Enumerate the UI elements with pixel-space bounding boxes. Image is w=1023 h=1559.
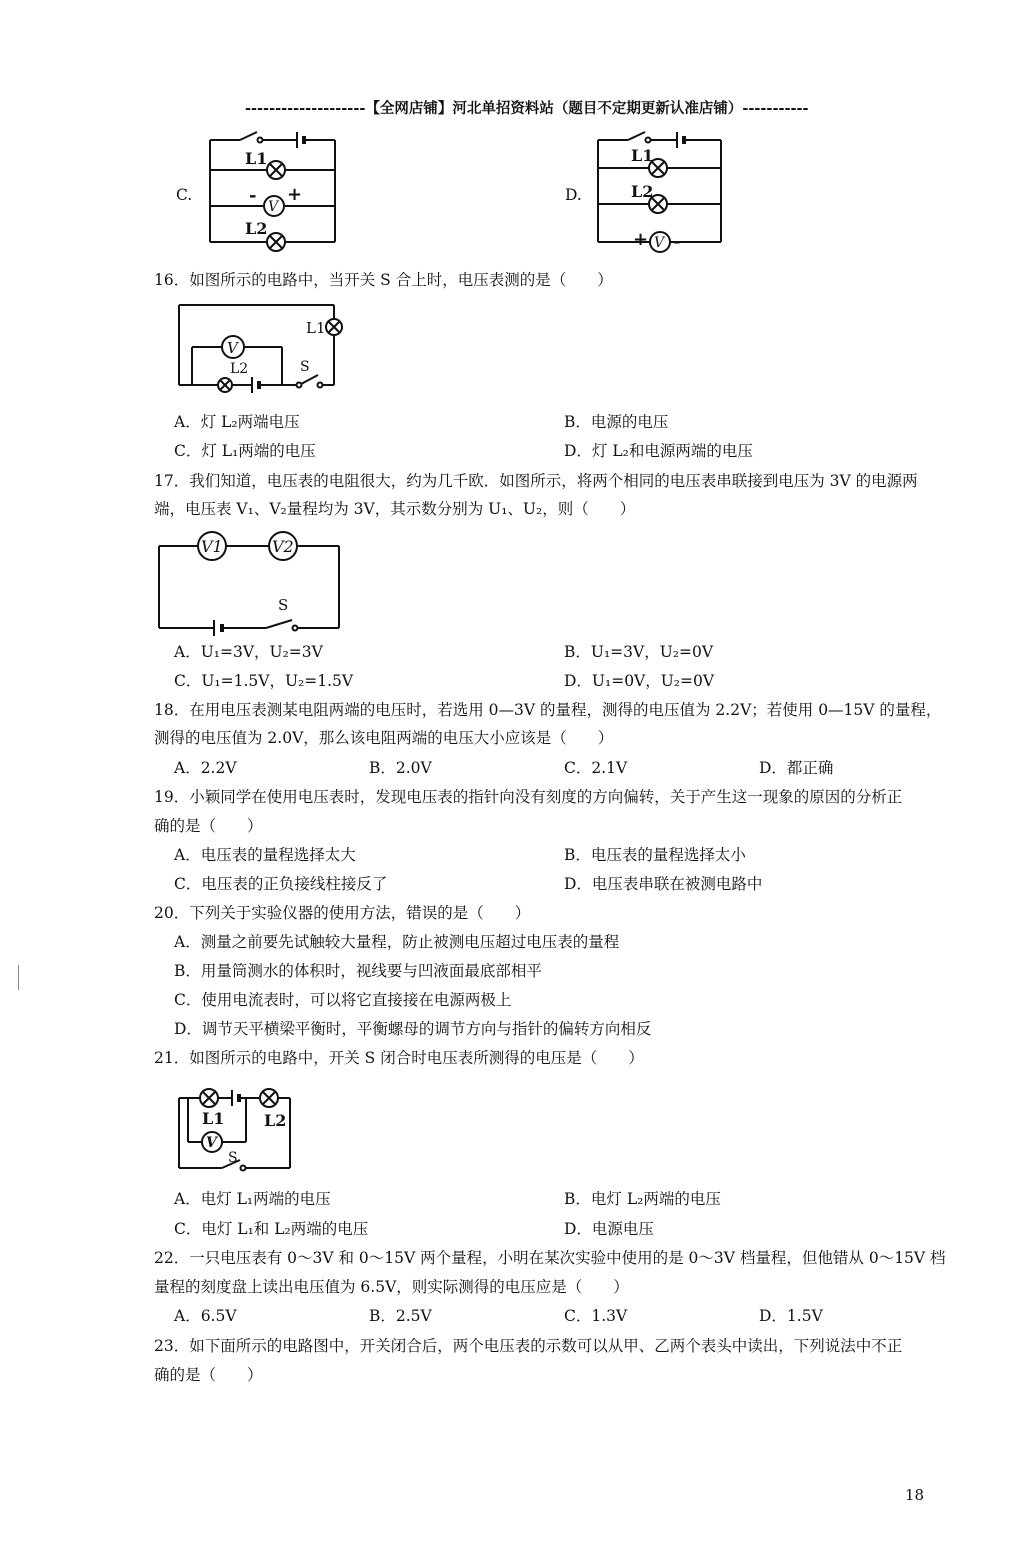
q21-l2-label: L2 <box>264 1111 287 1130</box>
q16-l1-label: L1 <box>306 319 326 337</box>
q19-option-c: C．电压表的正负接线柱接反了 <box>174 875 388 893</box>
fig15-option-c-label: C. <box>176 186 193 204</box>
q21-option-d: D．电源电压 <box>564 1220 654 1238</box>
q17-switch-label: S <box>278 596 289 614</box>
q22-stem-line2: 量程的刻度盘上读出电压值为 6.5V，则实际测得的电压应是（ ） <box>154 1278 629 1296</box>
fig15c-plus-label: + <box>287 184 303 205</box>
fig15d-minus-label: - <box>673 231 681 252</box>
q17-v1-label: V1 <box>201 537 223 556</box>
fig15-circuit-c <box>205 130 345 250</box>
q17-v2-label: V2 <box>272 537 294 556</box>
q21-stem: 21．如图所示的电路中，开关 S 闭合时电压表所测得的电压是（ ） <box>154 1049 644 1067</box>
page-number: 18 <box>905 1486 925 1504</box>
q20-option-b: B．用量筒测水的体积时，视线要与凹液面最底部相平 <box>174 962 542 980</box>
q16-option-a: A．灯 L₂两端电压 <box>174 413 300 431</box>
q18-option-c: C．2.1V <box>564 759 628 777</box>
q21-circuit <box>174 1084 299 1174</box>
q18-option-a: A．2.2V <box>174 759 237 777</box>
q16-option-b: B．电源的电压 <box>564 413 669 431</box>
fig15d-plus-label: + <box>633 229 649 250</box>
q17-stem-line2: 端，电压表 V₁、V₂量程均为 3V，其示数分别为 U₁、U₂，则（ ） <box>154 500 636 518</box>
page-header: --------------------【全网店铺】河北单招资料站（题目不定期更新认准店铺）----------- <box>245 100 809 117</box>
q19-stem-line2: 确的是（ ） <box>154 817 263 835</box>
q18-option-b: B．2.0V <box>369 759 432 777</box>
q16-option-d: D．灯 L₂和电源两端的电压 <box>564 442 753 460</box>
q21-l1-label: L1 <box>202 1109 225 1128</box>
q16-stem: 16．如图所示的电路中，当开关 S 合上时，电压表测的是（ ） <box>154 271 613 289</box>
q17-circuit <box>154 528 344 638</box>
q16-voltmeter-label: V <box>227 339 238 357</box>
fig15-circuit-d <box>593 130 733 250</box>
q21-option-c: C．电灯 L₁和 L₂两端的电压 <box>174 1220 369 1238</box>
q20-option-d: D．调节天平横梁平衡时，平衡螺母的调节方向与指针的偏转方向相反 <box>174 1020 652 1038</box>
q21-switch-label: S <box>228 1150 238 1166</box>
fig15d-voltmeter-label: V <box>654 235 665 251</box>
q20-option-c: C．使用电流表时，可以将它直接接在电源两极上 <box>174 991 512 1009</box>
q17-option-c: C．U₁=1.5V，U₂=1.5V <box>174 672 354 690</box>
fig15-option-d-label: D. <box>565 186 582 204</box>
q18-stem-line1: 18．在用电压表测某电阻两端的电压时，若选用 0—3V 的量程，测得的电压值为 2.2V；若使用 0—15V 的量程， <box>154 701 942 719</box>
fig15d-l1-label: L1 <box>631 146 654 165</box>
fig15d-l2-label: L2 <box>631 182 654 201</box>
q17-stem-line1: 17．我们知道，电压表的电阻很大，约为几千欧．如图所示，将两个相同的电压表串联接到电压为 3V 的电源两 <box>154 472 918 490</box>
q23-stem-line1: 23．如下面所示的电路图中，开关闭合后，两个电压表的示数可以从甲、乙两个表头中读出，下列说法中不正 <box>154 1337 903 1355</box>
fig15c-l1-label: L1 <box>245 149 268 168</box>
q19-option-b: B．电压表的量程选择太小 <box>564 846 746 864</box>
q21-option-a: A．电灯 L₁两端的电压 <box>174 1190 331 1208</box>
q22-option-a: A．6.5V <box>174 1307 237 1325</box>
q21-option-b: B．电灯 L₂两端的电压 <box>564 1190 721 1208</box>
fig15c-l2-label: L2 <box>245 219 268 238</box>
q19-option-a: A．电压表的量程选择太大 <box>174 846 356 864</box>
q18-option-d: D．都正确 <box>759 759 834 777</box>
q20-stem: 20．下列关于实验仪器的使用方法，错误的是（ ） <box>154 904 531 922</box>
q19-option-d: D．电压表串联在被测电路中 <box>564 875 763 893</box>
fig15c-voltmeter-label: V <box>268 199 279 215</box>
q22-option-d: D．1.5V <box>759 1307 823 1325</box>
q22-stem-line1: 22．一只电压表有 0～3V 和 0～15V 两个量程，小明在某次实验中使用的是 0～3V 档量程，但他错从 0～15V 档 <box>154 1249 946 1267</box>
q19-stem-line1: 19．小颖同学在使用电压表时，发现电压表的指针向没有刻度的方向偏转，关于产生这一现象的原因的分析正 <box>154 788 903 806</box>
q17-option-a: A．U₁=3V，U₂=3V <box>174 643 323 661</box>
q18-stem-line2: 测得的电压值为 2.0V，那么该电阻两端的电压大小应该是（ ） <box>154 729 614 747</box>
q17-option-b: B．U₁=3V，U₂=0V <box>564 643 714 661</box>
fig15c-minus-label: - <box>249 185 257 206</box>
q16-switch-label: S <box>300 359 310 375</box>
scan-edge-mark <box>18 965 19 990</box>
q20-option-a: A．测量之前要先试触较大量程，防止被测电压超过电压表的量程 <box>174 933 620 951</box>
q17-option-d: D．U₁=0V，U₂=0V <box>564 672 715 690</box>
q16-circuit <box>174 300 344 395</box>
q16-l2-label: L2 <box>230 361 249 377</box>
q22-option-b: B．2.5V <box>369 1307 432 1325</box>
q16-option-c: C．灯 L₁两端的电压 <box>174 442 316 460</box>
q21-voltmeter-label: V <box>206 1135 217 1151</box>
q23-stem-line2: 确的是（ ） <box>154 1366 263 1384</box>
q22-option-c: C．1.3V <box>564 1307 628 1325</box>
